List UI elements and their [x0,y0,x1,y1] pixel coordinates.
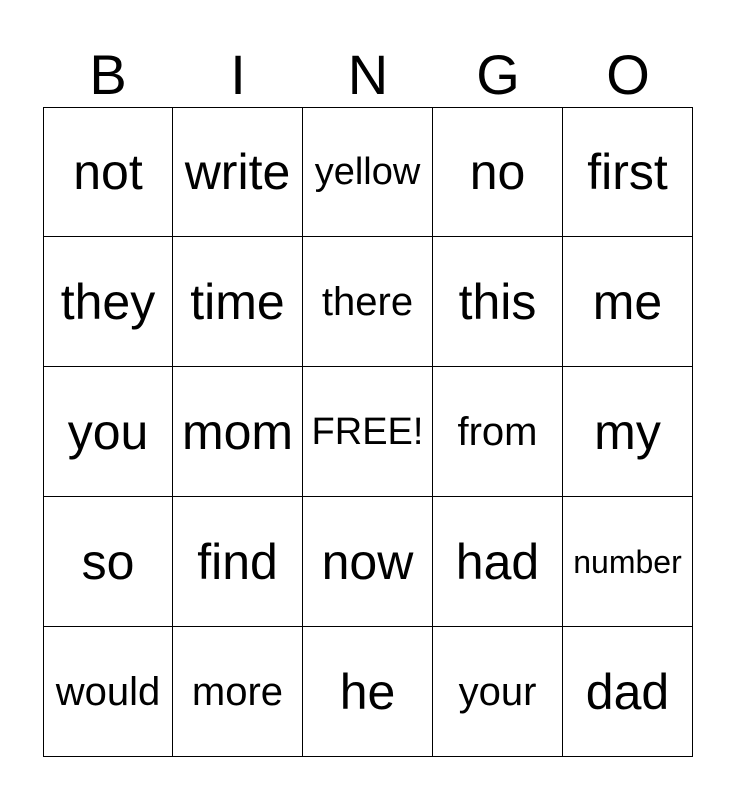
bingo-cell[interactable]: yellow [303,107,433,237]
header-letter-n: N [347,43,389,106]
bingo-cell[interactable]: me [563,237,693,367]
bingo-cell[interactable]: time [173,237,303,367]
bingo-cell[interactable]: had [433,497,563,627]
bingo-cell[interactable]: no [433,107,563,237]
bingo-cell[interactable]: not [43,107,173,237]
bingo-cell[interactable]: from [433,367,563,497]
bingo-cell[interactable]: mom [173,367,303,497]
bingo-cell[interactable]: find [173,497,303,627]
bingo-header [43,42,693,108]
header-letter-o: O [606,43,650,106]
header-letter-g: G [476,43,520,106]
bingo-cell[interactable]: first [563,107,693,237]
bingo-cell[interactable]: my [563,367,693,497]
bingo-cell[interactable]: they [43,237,173,367]
bingo-board [43,107,693,757]
bingo-cell[interactable]: write [173,107,303,237]
bingo-cell[interactable]: number [563,497,693,627]
bingo-cell[interactable]: more [173,627,303,757]
header-letter-i: I [230,43,246,106]
bingo-cell[interactable]: you [43,367,173,497]
bingo-cell[interactable]: he [303,627,433,757]
bingo-cell[interactable]: would [43,627,173,757]
bingo-cell[interactable]: so [43,497,173,627]
bingo-cell[interactable]: this [433,237,563,367]
bingo-cell[interactable]: now [303,497,433,627]
free-space-cell[interactable]: FREE! [303,367,433,497]
bingo-cell[interactable]: dad [563,627,693,757]
bingo-cell[interactable]: your [433,627,563,757]
bingo-cell[interactable]: there [303,237,433,367]
header-letter-b: B [89,43,127,106]
